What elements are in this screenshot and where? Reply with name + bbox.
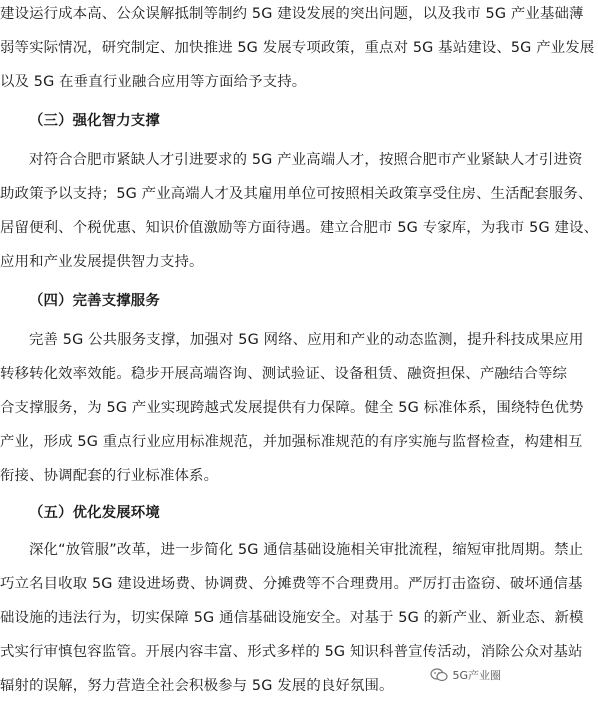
text-line: 应用和产业发展提供智力支持。	[0, 254, 204, 270]
text-line: 转移转化效率效能。稳步开展高端咨询、测试验证、设备租赁、融资担保、产融结合等综	[0, 366, 568, 382]
section-heading: （五）优化发展环境	[29, 505, 160, 521]
section-heading: （四）完善支撑服务	[29, 293, 160, 309]
text-line: 建设运行成本高、公众误解抵制等制约 5G 建设发展的突出问题，以及我市 5G 产业基础薄	[0, 6, 584, 22]
text-line: 衔接、协调配套的行业标准体系。	[0, 468, 219, 484]
text-line: 以及 5G 在垂直行业融合应用等方面给予支持。	[0, 74, 307, 90]
text-line: 对符合合肥市紧缺人才引进要求的 5G 产业高端人才，按照合肥市产业紧缺人才引进资	[29, 152, 583, 168]
text-line: 居留便利、个税优惠、知识价值激励等方面待遇。建立合肥市 5G 专家库，为我市 5G 建设、	[0, 220, 598, 236]
wechat-icon	[430, 668, 448, 682]
text-line: 弱等实际情况，研究制定、加快推进 5G 发展专项政策，重点对 5G 基站建设、5G 产业发展	[0, 40, 595, 56]
watermark	[428, 666, 503, 684]
text-line: 巧立名目收取 5G 建设进场费、协调费、分摊费等不合理费用。严厉打击盗窃、破坏通信基	[0, 576, 583, 592]
text-line: 深化“放管服”改革，进一步简化 5G 通信基础设施相关审批流程，缩短审批周期。禁止	[29, 542, 584, 558]
text-line: 式实行审慎包容监管。开展内容丰富、形式多样的 5G 知识科普宣传活动，消除公众对基站	[0, 644, 583, 660]
text-line: 合支撑服务，为 5G 产业实现跨越式发展提供有力保障。健全 5G 标准体系，围绕特色优势	[0, 400, 584, 416]
text-line: 辐射的误解，努力营造全社会积极参与 5G 发展的良好氛围。	[0, 678, 394, 694]
watermark-label: 5G产业圈	[452, 669, 501, 682]
text-line: 础设施的违法行为，切实保障 5G 通信基础设施安全。对基于 5G 的新产业、新业态、新模	[0, 610, 584, 626]
text-line: 助政策予以支持；5G 产业高端人才及其雇用单位可按照相关政策享受住房、生活配套服务、	[0, 186, 593, 202]
section-heading: （三）强化智力支撑	[29, 113, 160, 129]
text-line: 完善 5G 公共服务支撑，加强对 5G 网络、应用和产业的动态监测，提升科技成果应用	[29, 332, 584, 348]
text-line: 产业，形成 5G 重点行业应用标准规范，并加强标准规范的有序实施与监督检查，构建相互	[0, 434, 583, 450]
